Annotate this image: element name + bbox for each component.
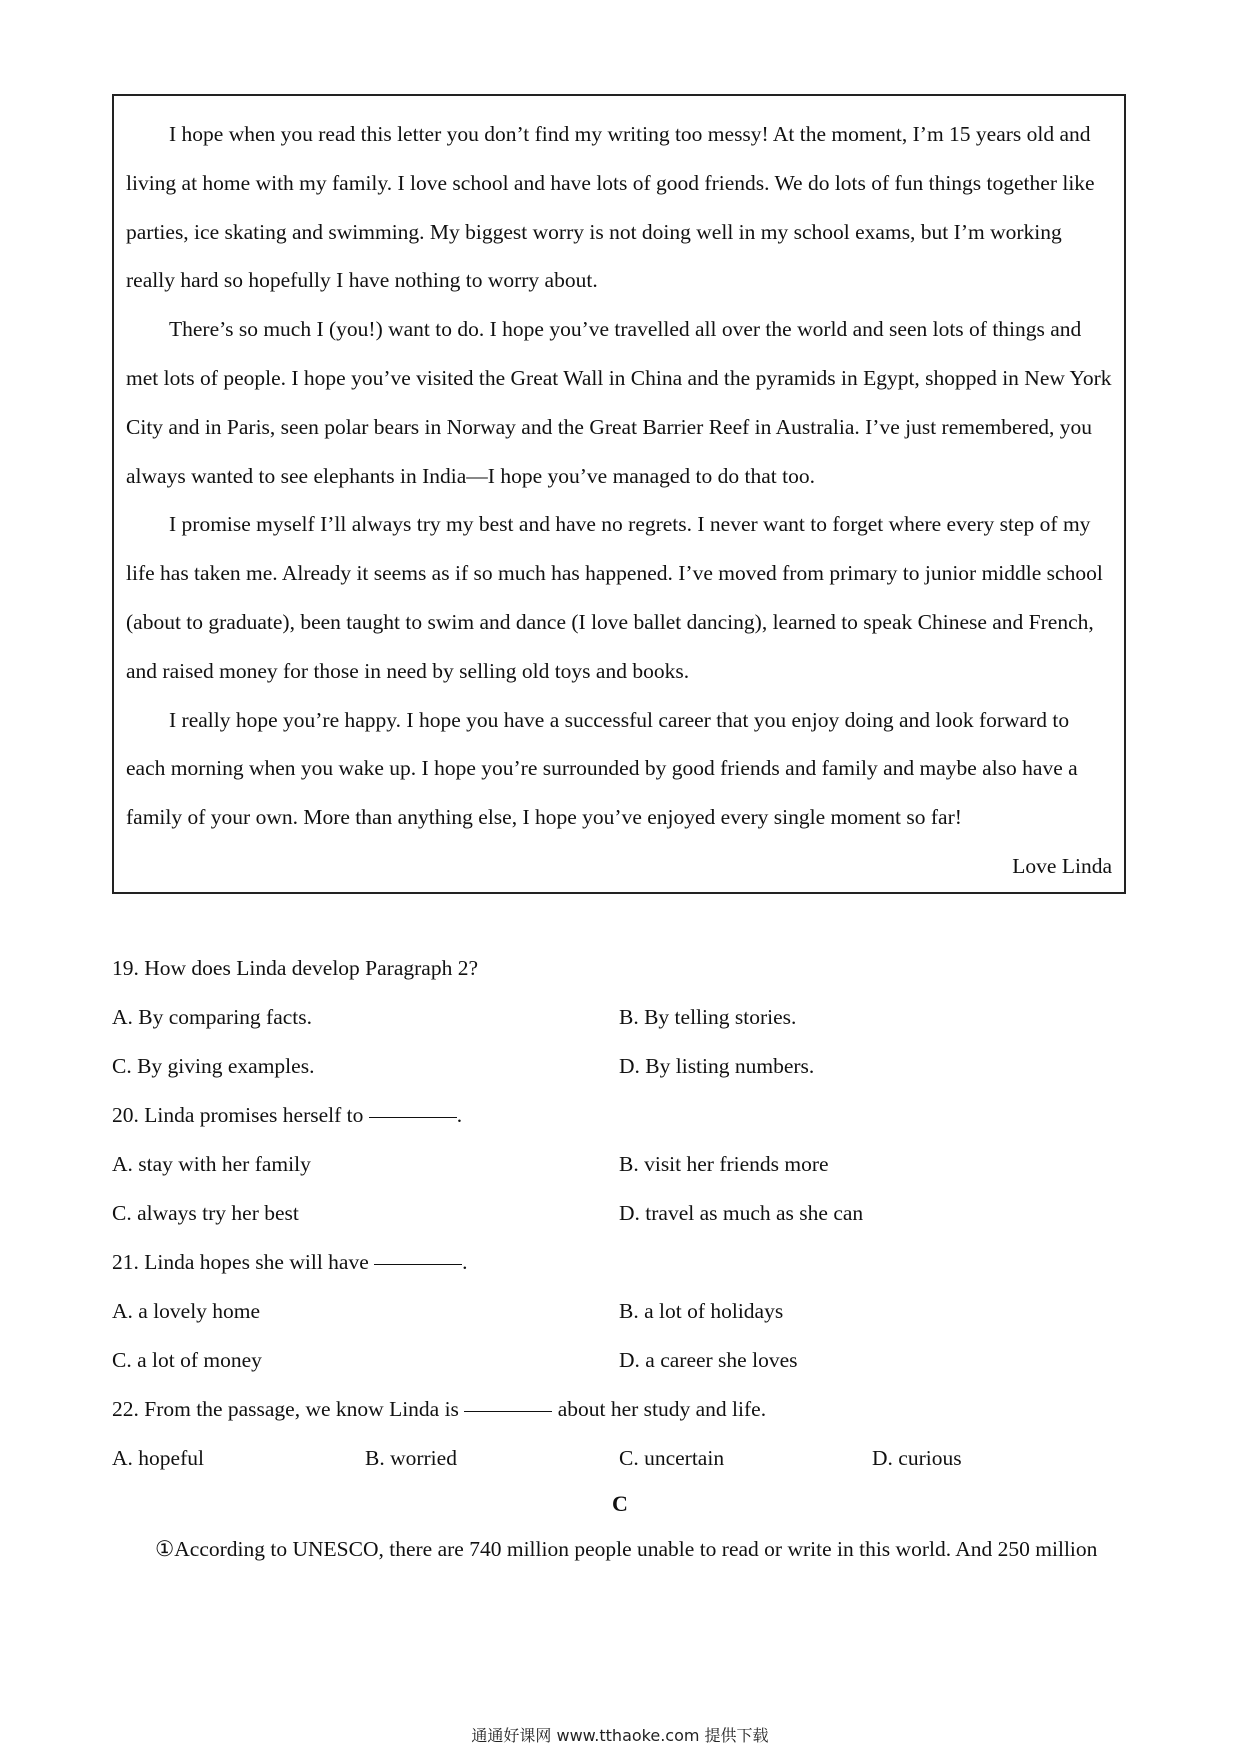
- question-21-text-before: 21. Linda hopes she will have: [112, 1250, 375, 1274]
- letter-paragraph-2: There’s so much I (you!) want to do. I hope you’ve travelled all over the world and seen lots of things and met lots of people. I hope you’ve visited the Great Wall in China and the pyramids in Egypt, shopped in New York City and in Paris, seen polar bears in Norway and the Great Barrier Reef in Australia. I’ve just remembered, you always wanted to see elephants in India—I hope you’ve managed to do that too.: [126, 317, 1112, 488]
- question-20-text-before: 20. Linda promises herself to: [112, 1103, 369, 1127]
- question-19-options-row-2: [112, 1042, 1126, 1091]
- question-22-option-d: D. curious: [872, 1446, 962, 1470]
- question-20-options-row-2: [112, 1189, 1126, 1238]
- question-19-options-row-1: [112, 993, 1126, 1042]
- letter-paragraph-3: I promise myself I’ll always try my best and have no regrets. I never want to forget where every step of my life has taken me. Already it seems as if so much has happened. I’ve moved from primary to junior middle school (about to graduate), been taught to swim and dance (I love ballet dancing), learned to speak Chinese and French, and raised money for those in need by selling old toys and books.: [126, 512, 1103, 683]
- letter-paragraph-4: I really hope you’re happy. I hope you have a successful career that you enjoy doing and look forward to each morning when you wake up. I hope you’re surrounded by good friends and family and maybe also have a family of your own. More than anything else, I hope you’ve enjoyed every single moment so far!: [126, 707, 1078, 830]
- question-19-option-c: C. By giving examples.: [112, 1054, 315, 1078]
- question-21-text-after: .: [462, 1250, 468, 1274]
- question-21-option-a: A. a lovely home: [112, 1299, 261, 1323]
- letter-box: [112, 94, 1126, 894]
- question-20-options-row-1: [112, 1140, 1126, 1189]
- question-19-option-b: B. By telling stories.: [619, 1005, 797, 1029]
- question-21-option-d: D. a career she loves: [619, 1348, 798, 1372]
- answer-blank: [369, 1116, 457, 1118]
- question-21-options-row-1: [112, 1287, 1126, 1336]
- question-22-text-after: about her study and life.: [552, 1397, 767, 1421]
- question-22-option-a: A. hopeful: [112, 1446, 204, 1470]
- question-20-option-a: A. stay with her family: [112, 1152, 311, 1176]
- question-21-option-c: C. a lot of money: [112, 1348, 262, 1372]
- answer-blank: [464, 1410, 552, 1412]
- letter-signature: Love Linda: [1012, 853, 1112, 878]
- question-20-option-c: C. always try her best: [112, 1201, 299, 1225]
- question-19-stem: [112, 944, 1126, 993]
- section-c-passage-first-line: ①According to UNESCO, there are 740 million people unable to read or write in this world. And 250 million: [155, 1537, 1098, 1561]
- question-21-options-row-2: [112, 1336, 1126, 1385]
- question-20-option-b: B. visit her friends more: [619, 1152, 829, 1176]
- question-20-text-after: .: [456, 1103, 463, 1127]
- letter-paragraph-1: I hope when you read this letter you don’t find my writing too messy! At the moment, I’m 15 years old and living at home with my family. I love school and have lots of good friends. We do lots of fun things together like parties, ice skating and swimming. My biggest worry is not doing well in my school exams, but I’m working really hard so hopefully I have nothing to worry about.: [126, 122, 1095, 293]
- question-19-option-a: A. By comparing facts.: [112, 1005, 313, 1029]
- question-20-option-d: D. travel as much as she can: [619, 1201, 864, 1225]
- question-19-option-d: D. By listing numbers.: [619, 1054, 815, 1078]
- question-22-text-before: 22. From the passage, we know Linda is: [112, 1397, 465, 1421]
- question-22-option-b: B. worried: [365, 1446, 457, 1470]
- section-c-heading: C: [612, 1491, 628, 1516]
- question-22-stem: [112, 1385, 1126, 1434]
- question-20-stem: [112, 1091, 1126, 1140]
- question-21-stem: [112, 1238, 1126, 1287]
- question-19-text: 19. How does Linda develop Paragraph 2?: [112, 956, 478, 980]
- question-list: [112, 944, 1126, 1483]
- question-22-option-c: C. uncertain: [619, 1446, 725, 1470]
- page-footer: 通通好课网 www.tthaoke.com 提供下载: [471, 1726, 769, 1745]
- question-22-options-row: [112, 1434, 1126, 1483]
- answer-blank: [374, 1263, 462, 1265]
- question-21-option-b: B. a lot of holidays: [619, 1299, 784, 1323]
